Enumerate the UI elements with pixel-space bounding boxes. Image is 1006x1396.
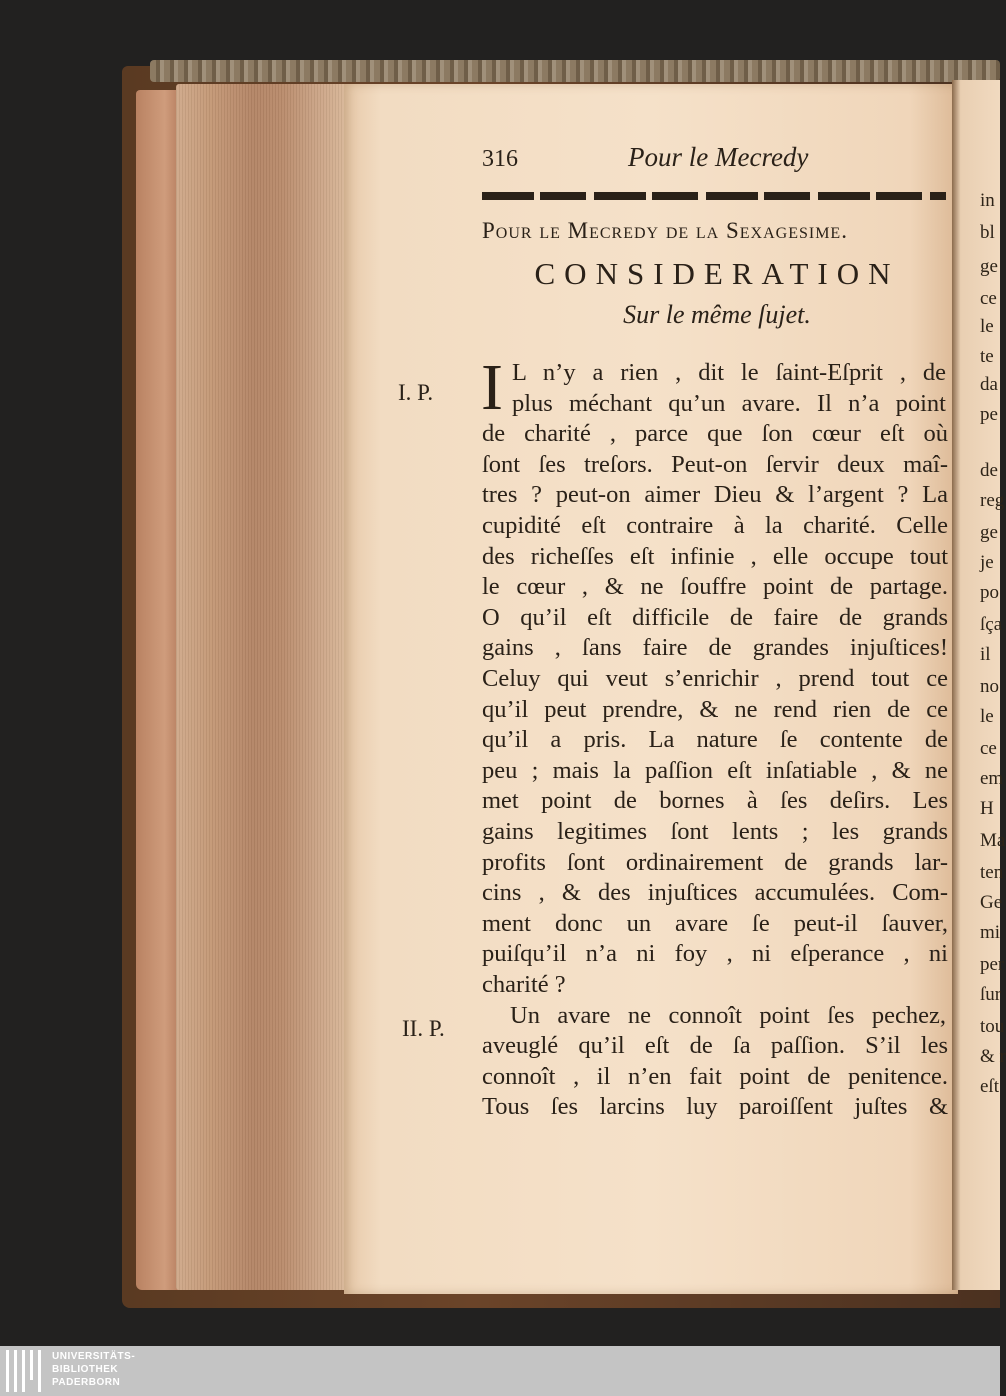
text-line: qu’il peut prendre, & ne rend rien de ce (482, 695, 948, 723)
text-line: Tous ſes larcins luy paroiſſent juſtes & (482, 1093, 948, 1121)
library-footer (0, 1346, 1000, 1396)
library-name-line: PADERBORN (52, 1377, 121, 1388)
next-page-fragment: eſt (980, 1076, 999, 1097)
text-line: puiſqu’il n’a ni foy , ni eſperance , ni (482, 940, 948, 968)
margin-note-first-point: I. P. (398, 380, 434, 405)
next-page-fragment: & r (980, 1046, 1006, 1067)
next-page-edge (952, 80, 1006, 1290)
text-line: de charité , parce que ſon cœur eſt où (482, 420, 948, 448)
next-page-fragment: ſur (980, 984, 1002, 1005)
text-line: ſont ſes treſors. Peut-on ſervir deux maî- (482, 450, 948, 478)
drop-cap: I (481, 351, 503, 424)
next-page-fragment: H (980, 798, 994, 819)
next-page-fragment: per (980, 954, 1005, 975)
text-line: met point de bornes à ſes deſirs. Les (482, 787, 948, 815)
page-title: CONSIDERATION (534, 256, 900, 291)
text-line: gains legitimes ſont lents ; les grands (482, 818, 948, 845)
page-number: 316 (482, 146, 518, 172)
next-page-fragment: il (980, 644, 991, 665)
next-page-fragment: ten (980, 862, 1004, 883)
running-head (482, 142, 818, 182)
next-page-fragment: ſça (980, 614, 1003, 635)
next-page-fragment: bl (980, 222, 995, 243)
next-page-fragment: no (980, 676, 999, 697)
text-line: L n’y a rien , dit le ſaint-Eſprit , de (512, 359, 946, 386)
next-page-fragment: Ge (980, 892, 1003, 913)
next-page-fragment: te (980, 346, 994, 367)
library-name-line: BIBLIOTHEK (52, 1364, 119, 1375)
next-page-fragment: je (980, 552, 994, 573)
next-page-fragment: in (980, 190, 995, 211)
section-heading: Pour le Mecredy de la Sexagesime. (482, 218, 848, 243)
text-line: profits ſont ordinairement de grands lar- (482, 848, 948, 876)
next-page-fragment: le (980, 706, 994, 727)
next-page-fragment: em (980, 768, 1004, 789)
text-line: Un avare ne connoît point ſes pechez, (510, 1001, 946, 1029)
text-line: aveuglé qu’il eſt de ſa paſſion. S’il les (482, 1032, 948, 1060)
next-page-fragment: tou (980, 1016, 1005, 1037)
text-line: charité ? (482, 971, 566, 998)
text-line: des richeſſes eſt infinie , elle occupe tout (482, 542, 948, 570)
text-line: qu’il a pris. La nature ſe contente de (482, 726, 948, 754)
text-line: cupidité eſt contraire à la charité. Celle (482, 512, 948, 539)
text-line: cins , & des injuſtices accumulées. Com- (482, 879, 948, 907)
library-name (52, 1350, 135, 1389)
text-line: connoît , il n’en fait point de penitence. (482, 1062, 948, 1090)
header-rule (482, 192, 946, 200)
next-page-fragment: Ma (980, 830, 1006, 851)
page-subtitle: Sur le même ſujet. (623, 300, 811, 329)
book-headband (150, 60, 1000, 82)
next-page-fragment: pe (980, 404, 998, 425)
next-page-fragment: reg (980, 490, 1005, 511)
margin-note-second-point: II. P. (402, 1016, 445, 1041)
next-page-fragment: ce (980, 288, 997, 309)
next-page-fragment: mi (980, 922, 1001, 943)
text-line: peu ; mais la paſſion eſt inſatiable , & ne (482, 756, 948, 784)
next-page-fragment: le (980, 316, 994, 337)
next-page-fragment: po (980, 582, 999, 603)
library-name-line: UNIVERSITÄTS- (52, 1351, 136, 1362)
next-page-fragment: ce (980, 738, 997, 759)
next-page-fragment: da (980, 374, 998, 395)
text-line: ment donc un avare ſe peut-il ſauver, (482, 909, 948, 937)
text-line: le cœur , & ne ſouffre point de partage. (482, 573, 948, 601)
text-line: gains , ſans faire de grandes injuſtices! (482, 634, 948, 662)
text-line: O qu’il eſt difficile de faire de grands (482, 603, 948, 631)
page-block-edge (176, 84, 348, 1290)
next-page-fragment: ge (980, 522, 998, 543)
text-line: tres ? peut-on aimer Dieu & l’argent ? La (482, 481, 948, 509)
library-logo-icon (6, 1350, 46, 1392)
running-head-title: Pour le Mecredy (628, 142, 809, 172)
text-line: plus méchant qu’un avare. Il n’a point (512, 389, 946, 417)
next-page-fragment: de (980, 460, 998, 481)
text-line: Celuy qui veut s’enrichir , prend tout ce (482, 665, 948, 692)
next-page-fragment: ge (980, 256, 998, 277)
